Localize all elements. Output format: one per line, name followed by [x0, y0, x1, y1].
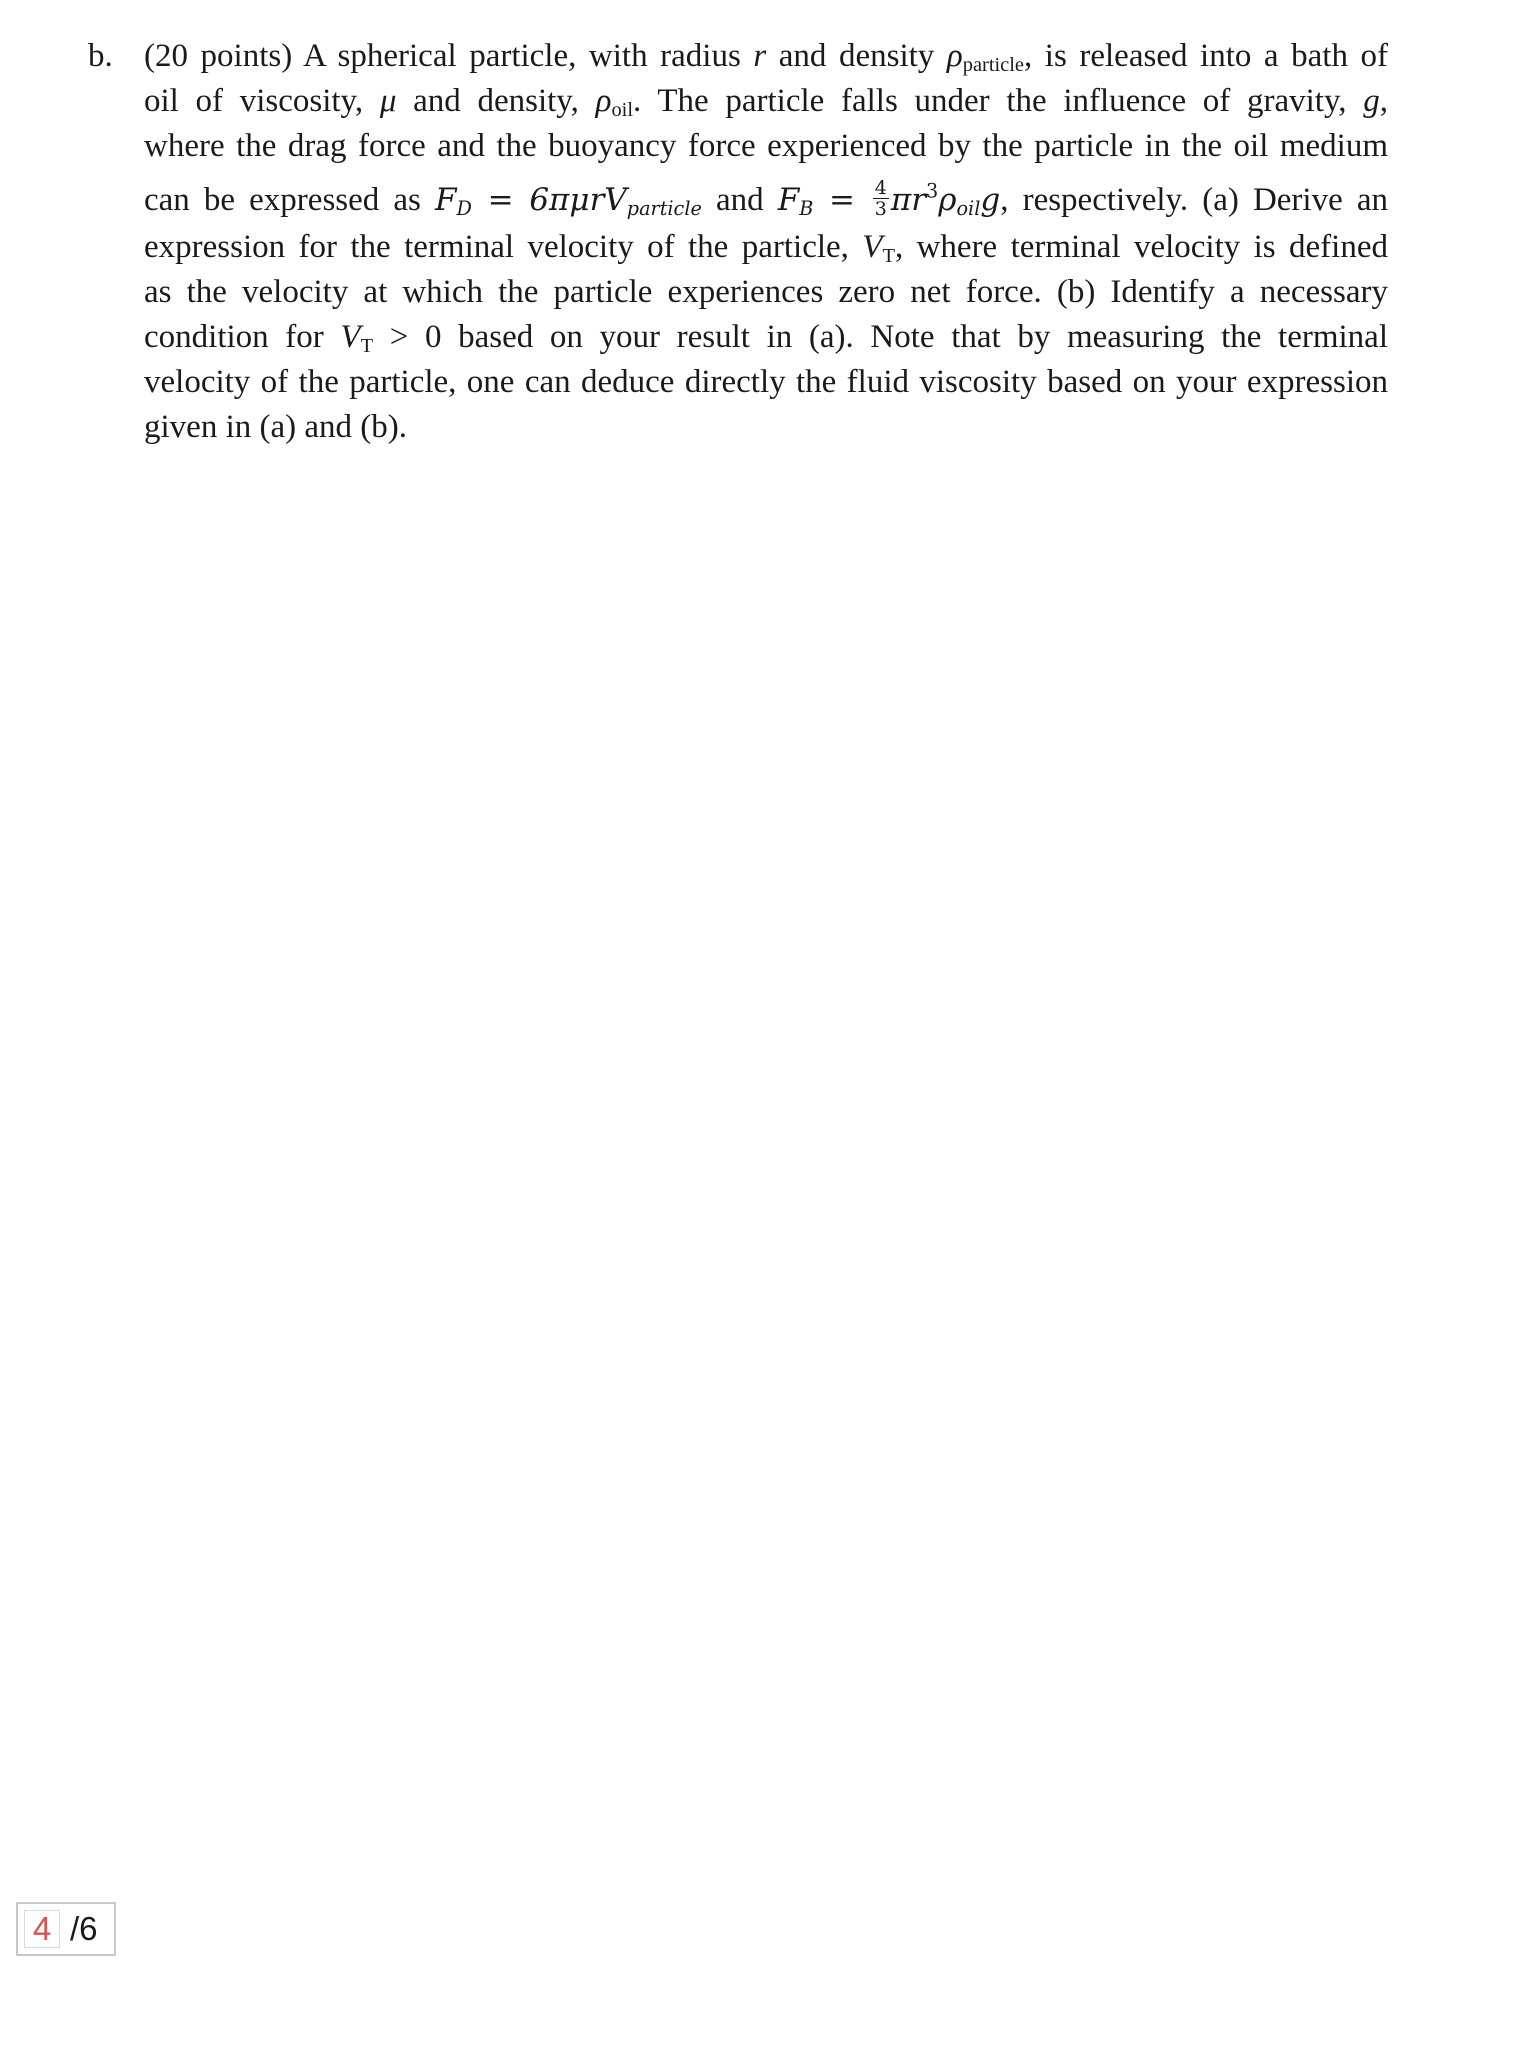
- subscript-B: B: [799, 196, 814, 220]
- symbol-r: r: [753, 38, 767, 74]
- text-segment: (20 points) A spherical particle, with radius: [144, 38, 754, 74]
- problem-line-7: [144, 315, 1388, 360]
- text-segment: oil of viscosity,: [144, 83, 380, 119]
- symbol-g: g: [1363, 83, 1380, 119]
- total-pages: /6: [70, 1910, 98, 1947]
- subscript-T: T: [882, 245, 895, 268]
- text-segment: . The particle falls under the influence of gravity,: [633, 83, 1364, 119]
- fraction-four-thirds: [873, 178, 889, 219]
- current-page-input[interactable]: [24, 1910, 60, 1948]
- symbol-F: F: [435, 182, 457, 218]
- text-segment: , is released into a bath of: [1024, 38, 1388, 74]
- symbol-mu: μ: [379, 83, 397, 119]
- equation-drag-force: [435, 182, 702, 218]
- subscript-T: T: [360, 335, 374, 358]
- problem-line-1: [144, 34, 1388, 79]
- text-segment: , respectively. (a) Derive an: [1000, 182, 1388, 218]
- text-segment: > 0 based on your result in (a). Note that by measuring the terminal: [373, 319, 1388, 355]
- subscript-D: D: [456, 196, 472, 220]
- text-segment: ,: [1379, 83, 1388, 119]
- symbol-F: F: [777, 182, 800, 218]
- problem-line-3: where the drag force and the buoyancy force experienced by the particle in the oil medium: [144, 128, 1388, 164]
- symbol-V: V: [340, 319, 361, 355]
- symbol-g: g: [980, 182, 1001, 218]
- problem-line-9: given in (a) and (b).: [144, 409, 407, 445]
- text-segment: can be expressed as: [144, 182, 435, 218]
- subscript-particle: particle: [962, 54, 1024, 77]
- fraction-denominator: 3: [874, 198, 887, 220]
- problem-line-6: as the velocity at which the particle experiences zero net force. (b) Identify a necessary: [144, 274, 1388, 310]
- symbol-V: V: [862, 229, 883, 265]
- subscript-oil: oil: [611, 99, 634, 122]
- symbol-rho: ρ: [946, 38, 963, 74]
- text-segment: , where terminal velocity is defined: [894, 229, 1388, 265]
- text-segment: and density: [766, 38, 947, 74]
- symbol-rho: ρ: [938, 182, 957, 218]
- equation-segment: =: [813, 182, 871, 218]
- problem-line-4: [144, 169, 1388, 225]
- problem-text: [144, 34, 1388, 450]
- equation-buoyancy-force: [777, 177, 1001, 220]
- equation-segment: = 6πμrV: [471, 182, 627, 218]
- text-segment: condition for: [144, 319, 341, 355]
- problem-marker: b.: [88, 38, 113, 74]
- fraction-numerator: 4: [874, 177, 887, 199]
- page-indicator: [16, 1902, 116, 1956]
- subscript-particle: particle: [626, 196, 702, 220]
- text-segment: expression for the terminal velocity of the particle,: [144, 229, 863, 265]
- equation-segment: πr: [890, 182, 927, 218]
- superscript-3: 3: [926, 179, 939, 203]
- symbol-rho: ρ: [595, 83, 612, 119]
- text-segment: and: [701, 182, 778, 218]
- problem-line-2: [144, 79, 1388, 124]
- text-segment: and density,: [396, 83, 596, 119]
- problem-line-8: velocity of the particle, one can deduce directly the fluid viscosity based on your expression: [144, 364, 1388, 400]
- problem-b: [88, 34, 1388, 450]
- problem-line-5: [144, 225, 1388, 270]
- subscript-oil: oil: [956, 196, 981, 220]
